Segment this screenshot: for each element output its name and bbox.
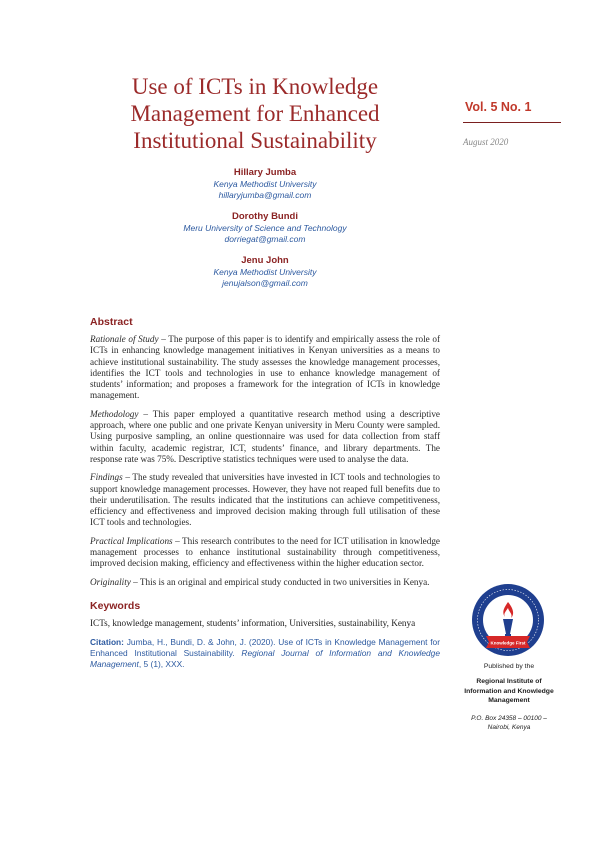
paragraph-text: – The study revealed that universities have invested in ICT tools and technologies to support knowledge management processes. However, they have not reaped full benefits due to their underutilisation. The results indicated that the institutions can achieve competitiveness, efficiency and effectiveness and improved decision making through full utilisation of these ICT tools and technologies.: [90, 472, 440, 528]
volume-divider: [463, 122, 561, 123]
author-affiliation: Kenya Methodist University: [213, 267, 317, 277]
keywords-text: ICTs, knowledge management, students’ information, Universities, sustainability, Kenya: [90, 617, 416, 628]
abstract-heading: Abstract: [90, 316, 133, 328]
paragraph-lead: Findings: [90, 472, 123, 483]
issue-date: August 2020: [463, 137, 509, 147]
institute-seal-icon: [470, 582, 546, 658]
paragraph-text: – This paper employed a quantitative research method using a descriptive approach, where one public and one private Kenyan university in Meru County were sampled. Using purposive sampling, an online questionnaire was used for data collection from staff within faculty, academic registrar, ICT, students’ finance, and library departments. The response rate was 75%. Descriptive statistics techniques were used to analyse the data.: [90, 408, 440, 464]
author-affiliation: Kenya Methodist University: [213, 179, 317, 189]
publisher-name-line: Regional Institute of: [476, 678, 542, 685]
paragraph-lead: Rationale of Study: [90, 334, 159, 344]
author-email-link[interactable]: dorriegat@gmail.com: [224, 234, 306, 244]
author-name: Dorothy Bundi: [232, 211, 298, 222]
paragraph-text: – The purpose of this paper is to identify and empirically assess the role of ICTs in enhancing knowledge management initiatives in Kenyan universities as a means to achieve institutional sustainability. The study assesses the knowledge management processes, identifies the ICT tools and technologies in use to enhance knowledge management of students’ information; and proposes a framework for the integration of ICTs in knowledge management.: [90, 334, 440, 401]
publisher-address: [456, 714, 562, 732]
publisher-block: [456, 663, 562, 732]
author-name: Jenu John: [241, 255, 289, 266]
title-line: Use of ICTs in Knowledge: [131, 74, 379, 99]
seal-motto: Knowledge First: [490, 640, 526, 646]
author-affiliation: Meru University of Science and Technology: [183, 223, 347, 233]
author-name: Hillary Jumba: [233, 167, 297, 178]
citation-text: Jumba, H., Bundi, D. & John, J. (2020). Use of ICTs in Knowledge Management for Enhanced Institutional Sustainability.: [90, 637, 440, 659]
author-email-link[interactable]: jenujalson@gmail.com: [222, 278, 308, 288]
citation-label: Citation:: [90, 637, 124, 648]
abstract-paragraph: [90, 334, 440, 402]
abstract-paragraph: [90, 472, 440, 528]
keywords-heading: Keywords: [90, 599, 141, 612]
volume-label: Vol. 5 No. 1: [465, 100, 532, 114]
author-block: [140, 211, 390, 245]
title-line: Management for Enhanced: [130, 101, 380, 126]
citation-journal: Regional Journal of Information and Knowledge Management: [90, 648, 440, 670]
paragraph-text: – This research contributes to the need for ICT utilisation in knowledge management processes to enhance institutional sustainability through competitiveness, improved decision making, efficiency and effectiveness within the higher education sector.: [90, 535, 441, 569]
citation-tail: , 5 (1), XXX.: [138, 659, 185, 670]
author-list: [140, 167, 390, 299]
publisher-address-line: Nairobi, Kenya: [487, 723, 531, 731]
abstract-paragraph: [90, 409, 440, 465]
publisher-address-line: P.O. Box 24358 – 00100 –: [471, 714, 547, 722]
abstract-paragraph: [90, 536, 440, 570]
abstract-paragraph: [90, 577, 440, 588]
author-block: [140, 167, 390, 201]
paragraph-lead: Originality: [90, 576, 131, 587]
author-block: [140, 255, 390, 289]
author-email-link[interactable]: hillaryjumba@gmail.com: [218, 190, 312, 200]
paragraph-text: – This is an original and empirical study conducted in two universities in Kenya.: [130, 576, 430, 587]
published-by-label: Published by the: [483, 663, 535, 670]
title-line: Institutional Sustainability: [133, 128, 377, 153]
paragraph-lead: Methodology: [90, 408, 139, 419]
publisher-name: [456, 677, 562, 706]
paragraph-lead: Practical Implications: [90, 535, 173, 546]
publisher-name-line: Information and Knowledge: [464, 687, 554, 695]
main-column: [90, 316, 440, 670]
paper-title: [95, 73, 415, 154]
publisher-name-line: Management: [488, 697, 530, 704]
citation-block: [90, 637, 440, 670]
